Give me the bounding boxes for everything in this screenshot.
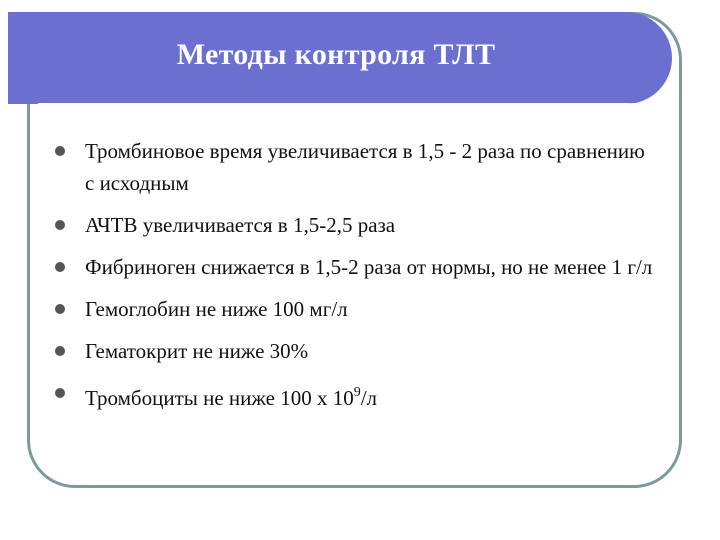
title-underline bbox=[38, 103, 636, 104]
bullet-dot-icon bbox=[55, 220, 65, 230]
bullet-item bbox=[55, 135, 655, 199]
bullet-text: Фибриноген снижается в 1,5-2 раза от нормы, но не менее 1 г/л bbox=[85, 255, 653, 279]
bullet-dot-icon bbox=[55, 262, 65, 272]
bullet-dot-icon bbox=[55, 388, 65, 398]
bullet-text: Тромбиновое время увеличивается в 1,5 - 2 раза по сравнению с исходным bbox=[85, 139, 645, 195]
bullet-dot-icon bbox=[55, 346, 65, 356]
bullet-dot-icon bbox=[55, 146, 65, 156]
bullet-text: АЧТВ увеличивается в 1,5-2,5 раза bbox=[85, 213, 396, 237]
bullet-text-after: /л bbox=[360, 386, 378, 410]
bullet-text: Гематокрит не ниже 30% bbox=[85, 339, 309, 363]
bullet-dot-icon bbox=[55, 304, 65, 314]
bullet-item bbox=[55, 209, 655, 241]
bullet-item bbox=[55, 251, 655, 283]
bullet-superscript: 9 bbox=[353, 385, 361, 400]
bullet-item bbox=[55, 335, 655, 367]
bullet-item bbox=[55, 377, 655, 414]
bullet-list bbox=[55, 135, 655, 424]
bullet-item bbox=[55, 293, 655, 325]
slide-title: Методы контроля ТЛТ bbox=[176, 38, 496, 71]
bullet-text-before: Тромбоциты не ниже 100 х 10 bbox=[85, 386, 354, 410]
bullet-text: Гемоглобин не ниже 100 мг/л bbox=[85, 297, 348, 321]
title-bar bbox=[0, 12, 672, 104]
